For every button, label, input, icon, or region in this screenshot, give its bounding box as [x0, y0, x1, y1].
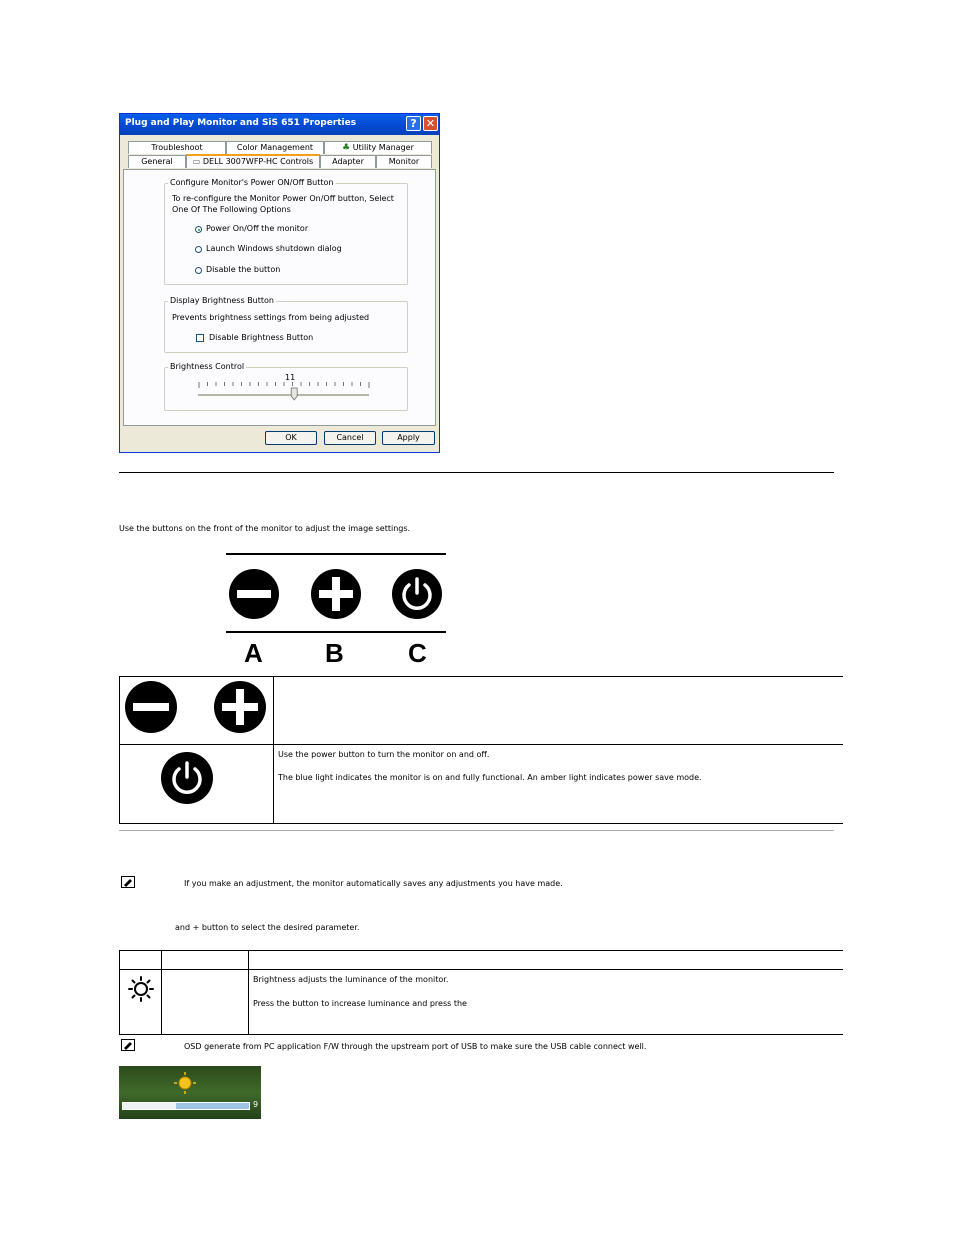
plus-icon — [213, 680, 267, 734]
disable-brightness-label: Disable Brightness Button — [209, 333, 314, 342]
power-line1: Use the power button to turn the monitor on and off. — [278, 750, 490, 759]
radio-disable-button[interactable] — [195, 267, 202, 274]
power-line2: The blue light indicates the monitor is on and fully functional. An amber light indicates power save mode. — [278, 773, 702, 782]
cancel-button[interactable]: Cancel — [324, 431, 376, 445]
section-divider — [119, 472, 834, 473]
brightness-value: 11 — [285, 373, 296, 382]
osd-level-bar — [122, 1102, 250, 1110]
properties-dialog — [119, 113, 440, 453]
close-button[interactable]: ✕ — [423, 116, 438, 131]
tab-dell-controls[interactable]: ▭ DELL 3007WFP-HC Controls — [186, 154, 320, 168]
ok-button[interactable]: OK — [265, 431, 317, 445]
note-icon — [121, 1039, 135, 1051]
monitor-icon: ▭ — [192, 157, 201, 166]
brightness-button-legend: Display Brightness Button — [170, 296, 274, 305]
brightness-line2: Press the button to increase luminance and press the — [253, 999, 467, 1008]
radio-power-onoff[interactable] — [195, 226, 202, 233]
plus-icon — [310, 568, 362, 620]
power-instruction-line1: To re-configure the Monitor Power On/Off button, Select — [172, 194, 394, 203]
minus-icon — [124, 680, 178, 734]
osd-sun-icon — [174, 1072, 196, 1094]
dialog-title: Plug and Play Monitor and SiS 651 Properties — [125, 118, 357, 128]
brightness-sun-icon — [128, 976, 154, 1002]
power-group-legend: Configure Monitor's Power ON/Off Button — [170, 178, 334, 187]
instruction2-text: and + button to select the desired parameter. — [175, 923, 360, 932]
osd-brightness-screenshot — [119, 1066, 261, 1119]
osd-level-value: 9 — [253, 1100, 259, 1109]
table-row-minus-plus-icons — [119, 676, 274, 745]
brightness-slider[interactable] — [198, 382, 374, 404]
brightness-button-description: Prevents brightness settings from being adjusted — [172, 313, 370, 322]
tab-panel — [123, 169, 436, 426]
section-divider-2 — [119, 830, 834, 831]
intro-text: Use the buttons on the front of the monitor to adjust the image settings. — [119, 524, 411, 533]
radio-disable-button-label: Disable the button — [206, 265, 281, 274]
illustration-rule-bottom — [226, 631, 446, 633]
radio-shutdown-dialog[interactable] — [195, 246, 202, 253]
table-row-power-icon — [119, 744, 274, 824]
tab-color-management[interactable]: Color Management — [226, 141, 324, 154]
osd-level-fill — [123, 1103, 176, 1109]
note2-text: OSD generate from PC application F/W through the upstream port of USB to make sure the USB cable connect well. — [184, 1042, 647, 1051]
illustration-rule-top — [226, 553, 446, 555]
radio-power-onoff-label: Power On/Off the monitor — [206, 224, 309, 233]
tab-troubleshoot[interactable]: Troubleshoot — [128, 141, 226, 154]
brightness-control-legend: Brightness Control — [170, 362, 245, 371]
osd-row-description-cell — [248, 969, 843, 1035]
radio-shutdown-dialog-label: Launch Windows shutdown dialog — [206, 244, 342, 253]
power-instruction-line2: One Of The Following Options — [172, 205, 291, 214]
power-icon — [391, 568, 443, 620]
brightness-line1: Brightness adjusts the luminance of the monitor. — [253, 975, 449, 984]
label-b: B — [325, 638, 344, 668]
brightness-button-group — [164, 301, 408, 353]
tab-general[interactable]: General — [128, 155, 186, 168]
table-row-power-description — [273, 744, 843, 824]
osd-header-icon-cell — [119, 950, 162, 970]
tab-utility-manager[interactable]: ♣ Utility Manager — [324, 141, 432, 154]
label-a: A — [244, 638, 263, 668]
tab-adapter[interactable]: Adapter — [320, 155, 376, 168]
note-icon — [121, 876, 135, 888]
utility-manager-icon: ♣ — [342, 143, 351, 153]
disable-brightness-checkbox[interactable] — [196, 334, 204, 342]
note1-text: If you make an adjustment, the monitor automatically saves any adjustments you have made. — [184, 879, 563, 888]
osd-header-name-cell — [161, 950, 249, 970]
osd-header-description-cell — [248, 950, 843, 970]
help-button[interactable]: ? — [406, 116, 421, 131]
power-icon — [160, 751, 214, 805]
osd-row-icon-cell — [119, 969, 162, 1035]
osd-row-name-cell — [161, 969, 249, 1035]
minus-icon — [228, 568, 280, 620]
table-row-minus-plus-description — [273, 676, 843, 745]
label-c: C — [408, 638, 427, 668]
apply-button[interactable]: Apply — [382, 431, 435, 445]
dialog-titlebar — [120, 114, 439, 135]
tab-monitor[interactable]: Monitor — [376, 155, 432, 168]
